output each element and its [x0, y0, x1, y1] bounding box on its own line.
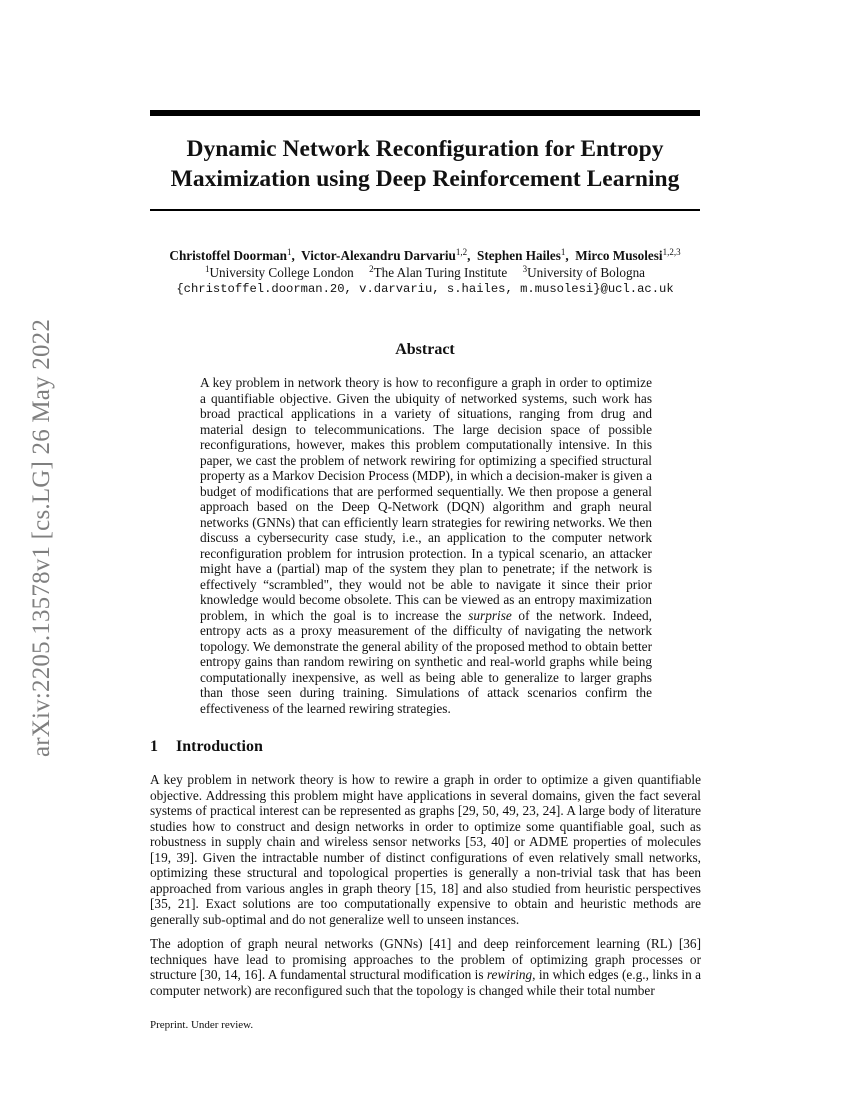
abstract-emphasis: surprise	[468, 607, 512, 623]
intro-emphasis: rewiring	[486, 967, 533, 982]
author-name: Christoffel Doorman	[169, 248, 287, 263]
intro-paragraph-1: A key problem in network theory is how to rewire a graph in order to optimize a given quantifiable objective. Addressing this problem might have applications in several domains, given the fact several systems of practical interest can be represented as graphs [29, 50, 49, 23, 24]. A large body of literature studies how to construct and design networks in order to optimize some quantifiable goal, such as robustness in supply chain and wireless sensor networks [53, 40] or ADME properties of molecules [19, 39]. Given the intractable number of distinct configurations of even relatively small networks, optimizing these structural and topological properties is generally a non-trivial task that has been approached from various angles in graph theory [15, 18] and also studied from heuristic perspectives [35, 21]. Exact solutions are too computationally expensive to obtain and heuristic methods are generally sub-optimal and do not generalize well to unseen instances.	[150, 772, 701, 927]
section-number: 1	[150, 738, 158, 755]
abstract-text: of the network. Indeed, entropy acts as a proxy measurement of the difficulty of navigating the network topology. We demonstrate the general ability of the proposed method to obtain better entropy gains than random rewiring on synthetic and real-world graphs while being computationally inexpensive, as well as being able to generalize to larger graphs than those seen during training. Simulations of attack scenarios confirm the effectiveness of the learned rewiring strategies.	[200, 607, 652, 716]
intro-text: The adoption of graph neural networks (GNNs) [41] and deep reinforcement learning (RL) [36] techniques have lead to promising approaches to the problem of optimizing graph processes or structure [30, 14, 16]. A fundamental structural modification is	[150, 936, 701, 982]
author-list: Christoffel Doorman$^1$, Victor-Alexandru Darvariu$^{1,2}$, Stephen Hailes$^1$, Mirco Musolesi$^{1,2,3}$	[169, 247, 681, 263]
section-heading-introduction	[150, 737, 263, 757]
intro-paragraph-2	[150, 936, 701, 998]
affiliation-name: University of Bologna	[527, 265, 646, 280]
author-affiliation-mark: 1,2,3	[662, 247, 681, 257]
author-affiliation-mark: 1	[560, 247, 566, 257]
affiliation-mark: 1	[204, 264, 210, 274]
arxiv-stamp-text: arXiv:2205.13578v1 [cs.LG] 26 May 2022	[28, 318, 55, 758]
affiliation-mark: 3	[522, 264, 528, 274]
affiliation-name: University College London	[209, 265, 354, 280]
author-name: Mirco Musolesi	[575, 248, 663, 263]
preprint-footer: Preprint. Under review.	[150, 1019, 254, 1031]
author-affiliation-mark: 1	[287, 247, 292, 257]
affiliations	[140, 264, 710, 281]
author-emails: {christoffel.doorman.20, v.darvariu, s.hailes, m.musolesi}@ucl.ac.uk	[176, 282, 674, 296]
intro-text: , in which edges (e.g., links in a computer network) are reconfigured such that the topology is changed while their total number	[150, 967, 701, 998]
title-bottom-rule	[150, 209, 700, 211]
paper-title	[150, 134, 700, 194]
abstract-body	[200, 375, 652, 716]
abstract-text: A key problem in network theory is how to reconfigure a graph in order to optimize a quantifiable objective. Given the ubiquity of networked systems, such work has broad practical applications in a variety of situations, ranging from drug and material design to telecommunications. The large decision space of possible reconfigurations, however, makes this problem computationally intensive. In this paper, we cast the problem of network rewiring for optimizing a specified structural property as a Markov Decision Process (MDP), in which a decision-maker is given a budget of modifications that are performed sequentially. We then propose a general approach based on the Deep Q-Network (DQN) algorithm and graph neural networks (GNNs) that can efficiently learn strategies for rewiring networks. We then discuss a cybersecurity case study, i.e., an application to the computer network reconfiguration problem for intrusion protection. In a typical scenario, an attacker might have a (partial) map of the system they plan to penetrate; if the network is effectively “scrambled", they would not be able to navigate it since their prior knowledge would become obsolete. This can be viewed as an entropy maximization problem, in which the goal is to increase the	[200, 375, 652, 623]
abstract-heading: Abstract	[395, 341, 455, 358]
title-top-rule	[150, 110, 700, 116]
title-line-2: Maximization using Deep Reinforcement Learning	[170, 166, 680, 192]
author-name: Stephen Hailes	[476, 248, 561, 263]
affiliation-name: The Alan Turing Institute	[373, 265, 508, 280]
author-affiliation-mark: 1,2	[455, 247, 468, 257]
arxiv-identifier-stamp	[18, 288, 66, 788]
author-name: Victor-Alexandru Darvariu	[301, 248, 456, 263]
section-title: Introduction	[176, 738, 263, 755]
affiliation-mark: 2	[369, 264, 374, 274]
title-line-1: Dynamic Network Reconfiguration for Entropy	[186, 136, 664, 162]
